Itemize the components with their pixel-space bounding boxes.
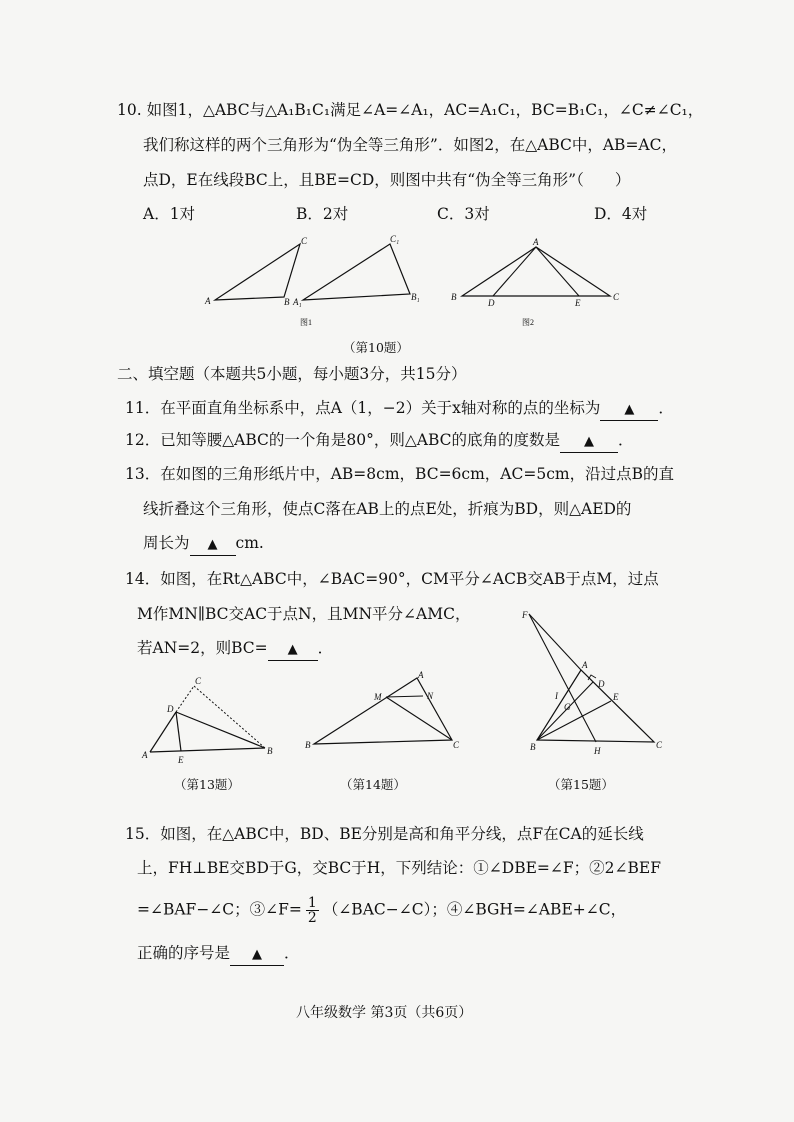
fig13-label-d: D xyxy=(167,704,174,714)
fig1-label-c1: C₁ xyxy=(390,234,400,244)
page-footer: 八年级数学 第3页（共6页） xyxy=(296,1005,473,1021)
q15-figure xyxy=(510,604,680,759)
q15-line3-pre: =∠BAF−∠C；③∠F= xyxy=(137,900,302,919)
q10-option-d: D．4对 xyxy=(594,205,648,223)
fig2-label-e: E xyxy=(575,298,581,308)
fig13-segment-db xyxy=(176,712,265,748)
section2-heading: 二、填空题（本题共5小题，每小题3分，共15分） xyxy=(117,365,467,383)
fig1-triangle-a1b1c1 xyxy=(303,244,410,300)
fig13-segment-cb xyxy=(194,686,265,748)
fig14-label-c: C xyxy=(453,740,460,750)
q13-line3 xyxy=(143,533,264,556)
fig15-label-h: H xyxy=(594,746,601,756)
q10-line1: 10. 如图1，△ABC与△A₁B₁C₁满足∠A=∠A₁，AC=A₁C₁，BC=B₁C₁，∠C≠∠C₁， xyxy=(117,101,704,119)
q15-caption: （第15题） xyxy=(548,777,614,792)
q15-answer-blank[interactable] xyxy=(230,943,284,966)
q15-fraction xyxy=(306,896,319,925)
fig13-label-b: B xyxy=(267,746,273,756)
fig1-label-b: B xyxy=(284,297,290,307)
q10-figures xyxy=(200,232,640,332)
fig15-label-f: F xyxy=(522,610,528,620)
q13-caption: （第13题） xyxy=(174,777,240,792)
fig15-label-e: E xyxy=(613,692,619,702)
fig13-label-c: C xyxy=(195,676,202,686)
q14-answer-blank[interactable] xyxy=(268,638,318,661)
fig2-caption: 图2 xyxy=(522,318,534,327)
fig2-label-a: A xyxy=(533,237,539,247)
fig2-label-d: D xyxy=(488,298,495,308)
q14-line2: M作MN∥BC交AC于点N，且MN平分∠AMC， xyxy=(137,605,471,623)
q15-line3-post: （∠BAC−∠C）；④∠BGH=∠ABE+∠C， xyxy=(322,900,627,919)
q15-line4-post: ． xyxy=(284,944,300,962)
q14-blank-mark: ▲ xyxy=(287,642,298,657)
q12-answer-blank[interactable] xyxy=(560,430,618,453)
fig13-segment-ab xyxy=(150,748,265,752)
q13-line3-post: cm. xyxy=(235,534,264,552)
q15-line4 xyxy=(137,943,300,966)
fig2-label-b: B xyxy=(451,292,457,302)
q10-line3: 点D，E在线段BC上，且BE=CD，则图中共有“伪全等三角形”（ ） xyxy=(143,171,631,189)
q14-figure xyxy=(302,666,467,758)
q14-line3 xyxy=(137,638,333,661)
q10-option-b: B．2对 xyxy=(296,205,349,223)
q15-line4-pre: 正确的序号是 xyxy=(137,944,231,962)
q15-line1: 15．如图，在△ABC中，BD、BE分别是高和角平分线，点F在CA的延长线 xyxy=(125,825,644,843)
q13-line1: 13．在如图的三角形纸片中，AB=8cm，BC=6cm，AC=5cm，沿过点B的直 xyxy=(125,465,674,483)
q13-answer-blank[interactable] xyxy=(190,533,236,556)
q10-line2: 我们称这样的两个三角形为“伪全等三角形”．如图2，在△ABC中，AB=AC， xyxy=(143,136,677,154)
fig15-label-i: I xyxy=(555,691,558,701)
q12-end: ． xyxy=(618,431,634,449)
q12-text: 12．已知等腰△ABC的一个角是80°，则△ABC的底角的度数是 xyxy=(125,431,561,449)
q13-figure xyxy=(138,672,283,772)
fig1-label-c: C xyxy=(301,236,308,246)
q14-line1: 14．如图，在Rt△ABC中，∠BAC=90°，CM平分∠ACB交AB于点M，过点 xyxy=(125,570,659,588)
fig1-label-a1: A₁ xyxy=(293,297,302,307)
fig1-label-a: A xyxy=(205,296,211,306)
fig13-segment-dc xyxy=(176,686,194,712)
q11 xyxy=(125,398,674,421)
fig14-label-a: A xyxy=(418,670,424,680)
fig14-label-n: N xyxy=(427,691,434,701)
q13-blank-mark: ▲ xyxy=(207,537,218,552)
q10-caption: （第10题） xyxy=(343,340,409,355)
q15-frac-num: 1 xyxy=(307,895,317,911)
q11-blank-mark: ▲ xyxy=(624,402,635,417)
q11-end: ． xyxy=(658,399,674,417)
q15-line3 xyxy=(137,896,626,925)
fig14-segment-mc xyxy=(386,697,452,740)
fig15-label-c: C xyxy=(656,740,663,750)
q10-option-c: C．3对 xyxy=(437,205,490,223)
fig14-label-b: B xyxy=(305,740,311,750)
fig1-label-b1: B₁ xyxy=(411,292,420,302)
fig15-label-a: A xyxy=(582,660,588,670)
q15-line2: 上，FH⊥BE交BD于G，交BC于H，下列结论：①∠DBE=∠F；②2∠BEF xyxy=(137,859,661,877)
q13-line3-pre: 周长为 xyxy=(143,534,190,552)
q13-line2: 线折叠这个三角形，使点C落在AB上的点E处，折痕为BD，则△AED的 xyxy=(143,500,632,518)
q11-answer-blank[interactable] xyxy=(600,398,658,421)
fig15-label-d: D xyxy=(598,679,605,689)
fig15-right-angle-d xyxy=(588,675,596,680)
fig1-triangle-abc xyxy=(215,244,300,300)
q12 xyxy=(125,430,634,453)
fig15-segment-be xyxy=(537,701,611,740)
fig15-label-b: B xyxy=(530,742,536,752)
fig15-segment-fh xyxy=(529,614,596,742)
fig13-label-a: A xyxy=(142,750,148,760)
fig13-segment-ad xyxy=(150,712,176,752)
fig15-label-g: G xyxy=(564,702,571,712)
fig14-label-m: M xyxy=(374,692,382,702)
fig2-label-c: C xyxy=(613,292,620,302)
q14-line3-post: ． xyxy=(317,639,334,657)
fig15-segment-fa xyxy=(529,614,581,670)
fig14-triangle-abc xyxy=(314,678,452,744)
fig14-segment-mn xyxy=(386,696,423,697)
q14-caption: （第14题） xyxy=(340,777,406,792)
fig13-segment-de xyxy=(176,712,181,751)
fig13-label-e: E xyxy=(178,755,184,765)
fig2-triangle-abc xyxy=(462,247,610,296)
q15-frac-den: 2 xyxy=(307,910,317,926)
q14-line3-pre: 若AN=2，则BC= xyxy=(137,639,268,657)
q11-text: 11．在平面直角坐标系中，点A（1，−2）关于x轴对称的点的坐标为 xyxy=(125,399,601,417)
fig1-caption: 图1 xyxy=(300,318,312,327)
q10-option-a: A．1对 xyxy=(143,205,196,223)
q12-blank-mark: ▲ xyxy=(584,434,595,449)
q15-blank-mark: ▲ xyxy=(252,947,263,962)
